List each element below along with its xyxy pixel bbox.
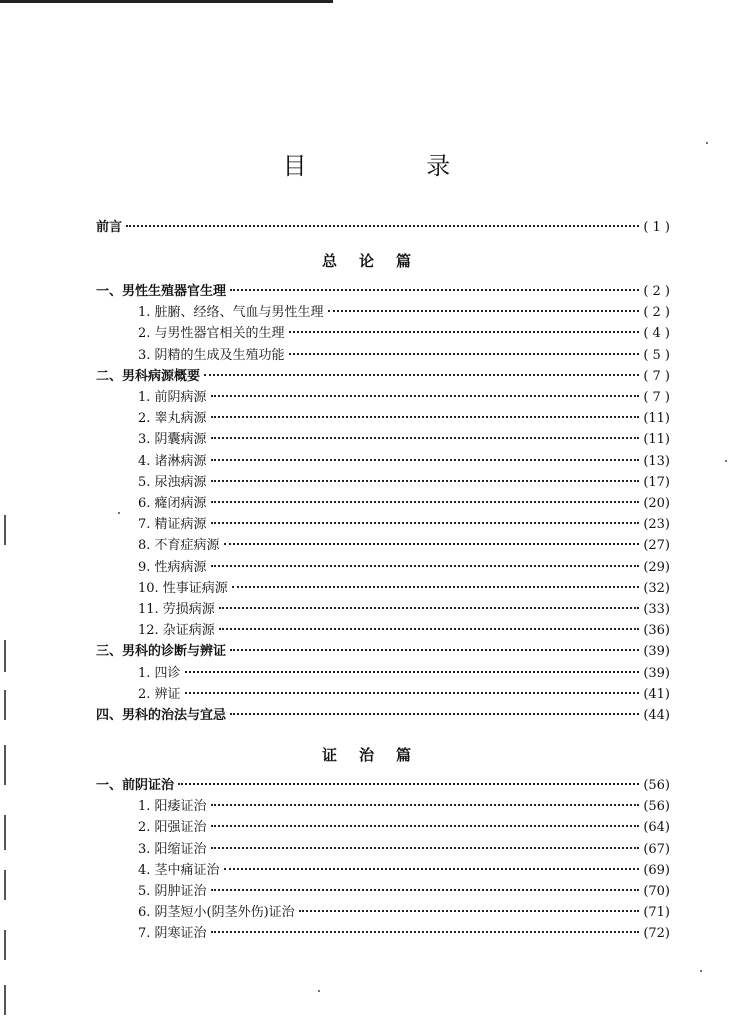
toc-item[interactable] — [138, 515, 670, 535]
toc-entry-label: 前言 — [96, 220, 123, 235]
toc-page-number: ( 5 ) — [643, 347, 670, 363]
toc-item[interactable] — [138, 324, 670, 344]
toc-item[interactable] — [138, 303, 670, 323]
toc-entry-label: 1. 前阴病源 — [138, 390, 207, 405]
toc-entry-preface[interactable] — [96, 218, 670, 238]
toc-entry-label: 3. 阳缩证治 — [138, 841, 207, 857]
toc-entry-label: 7. 精证病源 — [138, 517, 207, 533]
dot-leader — [224, 533, 640, 545]
toc-entry-label: 2. 阳强证治 — [138, 820, 207, 836]
toc-page-number: (36) — [643, 623, 670, 639]
toc-entry-label: 4. 诸淋病源 — [138, 453, 207, 469]
scan-margin-mark — [4, 640, 6, 672]
toc-chapter[interactable] — [96, 642, 670, 662]
scan-margin-mark — [4, 690, 6, 720]
toc-entry-label: 5. 尿浊病源 — [138, 474, 207, 490]
toc-item[interactable] — [138, 924, 670, 944]
dot-leader — [299, 900, 640, 912]
toc-entry-label: 6. 癃闭病源 — [138, 496, 207, 511]
toc-entry-label: 3. 阴精的生成及生殖功能 — [138, 347, 285, 363]
dot-leader — [211, 815, 640, 827]
toc-page-number: (44) — [643, 708, 670, 723]
toc-entry-label: 4. 茎中痛证治 — [138, 862, 220, 878]
dot-leader — [211, 921, 640, 933]
dot-leader — [230, 639, 639, 651]
toc-item[interactable] — [138, 882, 670, 902]
toc-page-number: ( 7 ) — [643, 368, 670, 384]
toc-item[interactable] — [138, 558, 670, 578]
dot-leader — [224, 858, 640, 870]
scan-speck — [318, 990, 320, 992]
toc-page-number: (33) — [643, 602, 670, 617]
toc-page-number: ( 2 ) — [643, 305, 670, 321]
scan-speck — [725, 460, 727, 462]
toc-chapter[interactable] — [96, 706, 670, 726]
dot-leader — [185, 682, 640, 694]
toc-page-number: ( 7 ) — [643, 390, 670, 405]
toc-entry-label: 1. 四诊 — [138, 665, 181, 681]
dot-leader — [219, 597, 640, 609]
toc-entry-label: 三、男科的诊断与辨证 — [96, 644, 227, 660]
toc-item[interactable] — [138, 621, 670, 641]
dot-leader — [289, 321, 640, 333]
toc-page-number: (56) — [643, 778, 670, 793]
toc-entry-label: 2. 与男性器官相关的生理 — [138, 326, 285, 342]
toc-entry-label: 一、前阴证治 — [96, 778, 175, 793]
toc-entry-label: 8. 不育症病源 — [138, 538, 220, 554]
toc-page-number: (13) — [643, 453, 670, 469]
dot-leader — [211, 406, 640, 418]
dot-leader — [211, 837, 640, 849]
dot-leader — [230, 703, 639, 715]
toc-item[interactable] — [138, 494, 670, 514]
toc-page-number: (20) — [643, 496, 670, 511]
toc-page-number: (17) — [643, 474, 670, 490]
toc-item[interactable] — [138, 685, 670, 705]
toc-chapter[interactable] — [96, 282, 670, 302]
toc-entry-label: 12. 杂证病源 — [138, 623, 215, 639]
section-heading: 总论篇 — [321, 252, 433, 270]
toc-page-number: (69) — [643, 862, 670, 878]
toc-entry-label: 5. 阴肿证治 — [138, 884, 207, 899]
dot-leader — [289, 343, 640, 355]
dot-leader — [211, 879, 640, 891]
toc-item[interactable] — [138, 861, 670, 881]
toc-item[interactable] — [138, 430, 670, 450]
scan-top-rule — [0, 0, 333, 3]
scan-margin-mark — [4, 515, 6, 545]
toc-item[interactable] — [138, 903, 670, 923]
dot-leader — [232, 576, 640, 588]
toc-entry-label: 10. 性事证病源 — [138, 580, 228, 596]
toc-page-number: (11) — [643, 432, 670, 448]
dot-leader — [211, 427, 640, 439]
toc-entry-label: 3. 阴囊病源 — [138, 432, 207, 448]
toc-item[interactable] — [138, 818, 670, 838]
toc-entry-label: 二、男科病源概要 — [96, 368, 201, 384]
scan-margin-mark — [4, 815, 6, 850]
toc-page-number: (64) — [643, 820, 670, 836]
dot-leader — [211, 470, 640, 482]
toc-page-number: (56) — [643, 799, 670, 815]
toc-item[interactable] — [138, 840, 670, 860]
dot-leader — [219, 618, 640, 630]
toc-page-number: (67) — [643, 841, 670, 857]
scan-speck — [700, 970, 702, 972]
toc-item[interactable] — [138, 409, 670, 429]
toc-page-number: (32) — [643, 580, 670, 596]
scan-speck — [118, 512, 120, 514]
toc-page-number: ( 4 ) — [643, 326, 670, 342]
toc-entry-label: 9. 性病病源 — [138, 559, 207, 575]
toc-entry-label: 6. 阴茎短小(阴茎外伤)证治 — [138, 905, 295, 921]
toc-page-number: ( 2 ) — [643, 284, 670, 299]
scan-speck — [706, 142, 708, 144]
toc-page-number: (27) — [643, 538, 670, 554]
dot-leader — [126, 215, 639, 227]
scan-margin-mark — [4, 930, 6, 960]
dot-leader — [204, 364, 639, 376]
page-title: 目 录 — [282, 152, 507, 180]
toc-item[interactable] — [138, 536, 670, 556]
toc-entry-label: 1. 脏腑、经络、气血与男性生理 — [138, 305, 324, 321]
toc-item[interactable] — [138, 452, 670, 472]
toc-page-number: (11) — [643, 411, 670, 427]
toc-page-number: (39) — [643, 644, 670, 660]
toc-chapter[interactable] — [96, 776, 670, 796]
dot-leader — [211, 449, 640, 461]
toc-entry-label: 一、男性生殖器官生理 — [96, 284, 227, 299]
dot-leader — [211, 555, 640, 567]
toc-entry-label: 四、男科的治法与宜忌 — [96, 708, 227, 723]
toc-chapter[interactable] — [96, 367, 670, 387]
toc-item[interactable] — [138, 579, 670, 599]
toc-page-number: (39) — [643, 665, 670, 681]
scan-margin-mark — [4, 870, 6, 900]
scan-margin-mark — [4, 985, 6, 1015]
toc-page-number: ( 1 ) — [643, 220, 670, 235]
toc-entry-label: 2. 辨证 — [138, 686, 181, 702]
dot-leader — [328, 300, 640, 312]
toc-entry-label: 2. 睾丸病源 — [138, 411, 207, 427]
toc-item[interactable] — [138, 473, 670, 493]
dot-leader — [230, 279, 639, 291]
toc-item[interactable] — [138, 664, 670, 684]
dot-leader — [211, 491, 640, 503]
toc-entry-label: 7. 阴寒证治 — [138, 926, 207, 942]
toc-item[interactable] — [138, 346, 670, 366]
toc-item[interactable] — [138, 388, 670, 408]
toc-item[interactable] — [138, 797, 670, 817]
toc-entry-label: 11. 劳损病源 — [138, 602, 215, 617]
toc-page-number: (71) — [643, 905, 670, 921]
toc-page-number: (41) — [643, 686, 670, 702]
dot-leader — [211, 794, 640, 806]
toc-item[interactable] — [138, 600, 670, 620]
dot-leader — [185, 661, 640, 673]
toc-page-number: (72) — [643, 926, 670, 942]
toc-page-number: (29) — [643, 559, 670, 575]
toc-page-number: (23) — [643, 517, 670, 533]
dot-leader — [211, 512, 640, 524]
toc-page-number: (70) — [643, 884, 670, 899]
dot-leader — [178, 773, 639, 785]
toc-entry-label: 1. 阳痿证治 — [138, 799, 207, 815]
section-heading: 证治篇 — [321, 746, 433, 764]
dot-leader — [211, 385, 640, 397]
